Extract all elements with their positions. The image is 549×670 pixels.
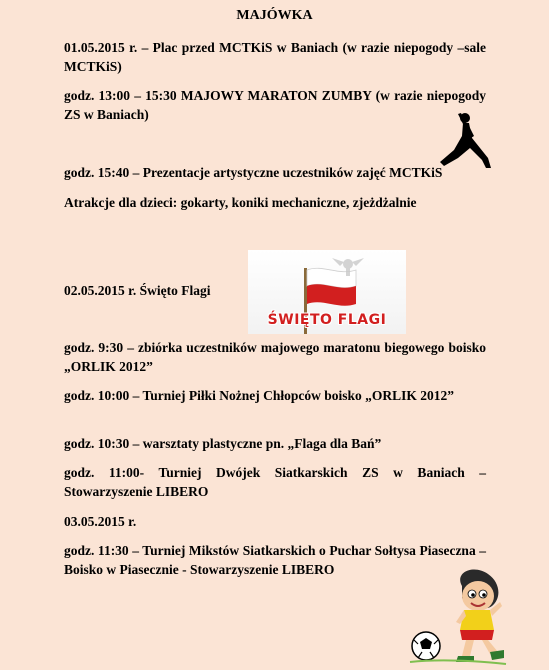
event-day3-header: 03.05.2015 r. [64, 514, 137, 529]
event-marathon-gathering: godz. 9:30 – zbiórka uczestników majowego maratonu biegowego boisko „ORLIK 2012” [64, 340, 486, 374]
event-art-workshop: godz. 10:30 – warsztaty plastyczne pn. „Flaga dla Bań” [64, 436, 382, 451]
flag-day-caption: ŚWIĘTO FLAGI [267, 312, 387, 328]
event-day1-header: 01.05.2015 r. – Plac przed MCTKiS w Baniach (w razie niepogody –sale MCTKiS) [64, 40, 486, 74]
flag-day-image [248, 250, 406, 334]
event-zumba: godz. 13:00 – 15:30 MAJOWY MARATON ZUMBY (w razie niepogody ZS w Baniach) [64, 88, 486, 122]
kids-attractions: Atrakcje dla dzieci: gokarty, koniki mechaniczne, zjeżdżalnie [64, 195, 417, 210]
page-title: MAJÓWKA [236, 8, 313, 23]
event-day2-header: 02.05.2015 r. Święto Flagi [64, 283, 211, 298]
event-volleyball-pairs: godz. 11:00- Turniej Dwójek Siatkarskich ZS w Baniach – Stowarzyszenie LIBERO [64, 465, 486, 499]
dancer-silhouette-icon [436, 112, 492, 170]
event-volleyball-mixed: godz. 11:30 – Turniej Mikstów Siatkarskich o Puchar Sołtysa Piaseczna – Boisko w Piasecznie - Stowarzyszenie LIBERO [64, 543, 486, 577]
event-football-tournament: godz. 10:00 – Turniej Piłki Nożnej Chłopców boisko „ORLIK 2012” [64, 388, 455, 403]
kid-football-icon [408, 566, 508, 666]
event-presentation: godz. 15:40 – Prezentacje artystyczne uczestników zajęć MCTKiS [64, 165, 443, 180]
